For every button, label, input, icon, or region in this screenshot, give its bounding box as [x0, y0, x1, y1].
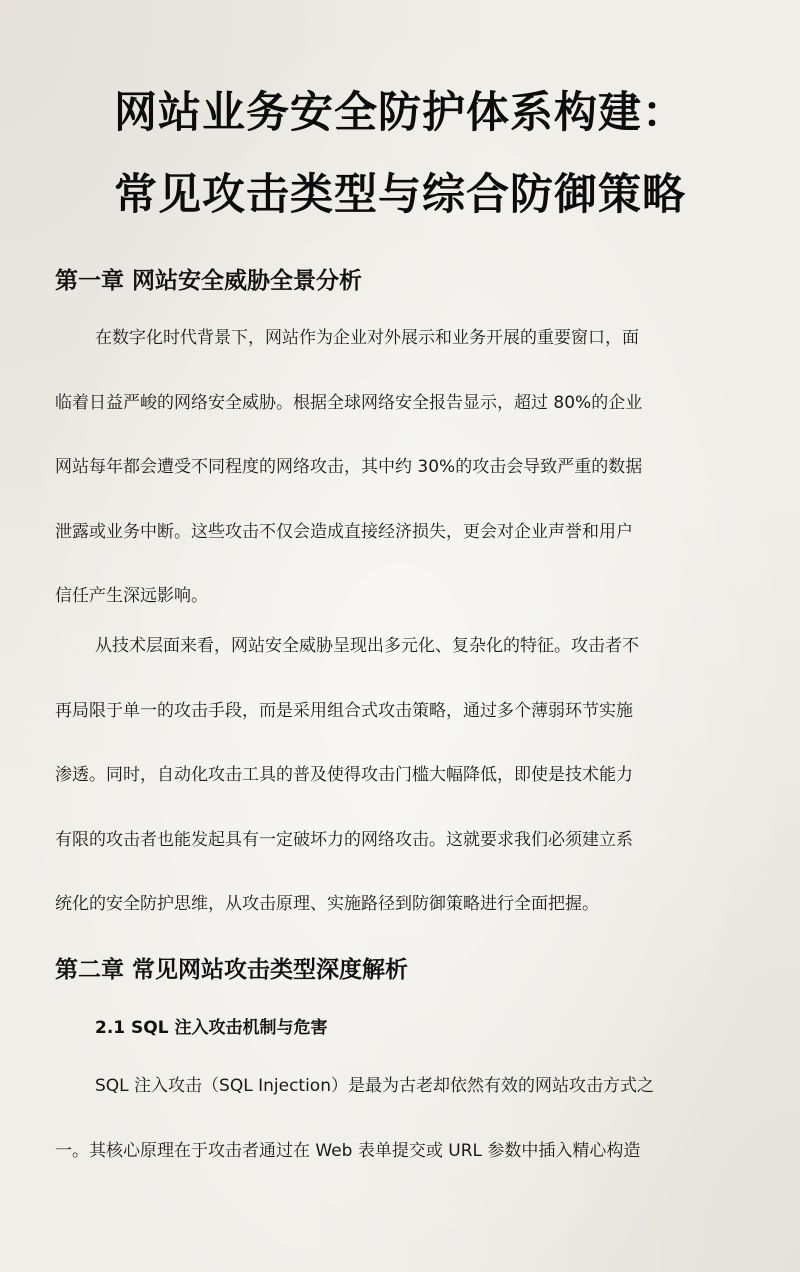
- text-line: 信任产生深远影响。: [55, 586, 208, 606]
- text-line: 泄露或业务中断。这些攻击不仅会造成直接经济损失，更会对企业声誉和用户: [55, 521, 633, 542]
- text-line: 有限的攻击者也能发起具有一定破坏力的网络攻击。这就要求我们必须建立系: [55, 829, 633, 850]
- text-line: 渗透。同时，自动化攻击工具的普及使得攻击门槛大幅降低，即使是技术能力: [55, 765, 633, 785]
- text-line: 临着日益严峻的网络安全威胁。根据全球网络安全报告显示，超过 80%的企业: [55, 392, 643, 413]
- chapter-2-heading: 第二章 常见网站攻击类型深度解析: [55, 957, 409, 983]
- document-title: [0, 72, 800, 236]
- title-line-1: 网站业务安全防护体系构建：: [114, 88, 686, 138]
- text-line: 一。其核心原理在于攻击者通过在 Web 表单提交或 URL 参数中插入精心构造: [55, 1140, 641, 1161]
- text-line: 网站每年都会遭受不同程度的网络攻击，其中约 30%的攻击会导致严重的数据: [55, 457, 643, 477]
- chapter-1-paragraph-1: [55, 306, 745, 629]
- text-line: 再局限于单一的攻击手段，而是采用组合式攻击策略，通过多个薄弱环节实施: [55, 700, 633, 721]
- text-line: 统化的安全防护思维，从攻击原理、实施路径到防御策略进行全面把握。: [55, 894, 599, 914]
- section-2-1-heading: 2.1 SQL 注入攻击机制与危害: [95, 1018, 328, 1038]
- chapter-1-paragraph-2: [55, 614, 745, 937]
- text-line: 在数字化时代背景下，网站作为企业对外展示和业务开展的重要窗口，面: [95, 328, 639, 348]
- text-line: 从技术层面来看，网站安全威胁呈现出多元化、复杂化的特征。攻击者不: [95, 636, 639, 656]
- chapter-1-heading: 第一章 网站安全威胁全景分析: [55, 268, 363, 294]
- title-line-2: 常见攻击类型与综合防御策略: [114, 170, 686, 220]
- text-line: SQL 注入攻击（SQL Injection）是最为古老却依然有效的网站攻击方式之: [95, 1076, 654, 1096]
- section-2-1-paragraph: [55, 1054, 745, 1183]
